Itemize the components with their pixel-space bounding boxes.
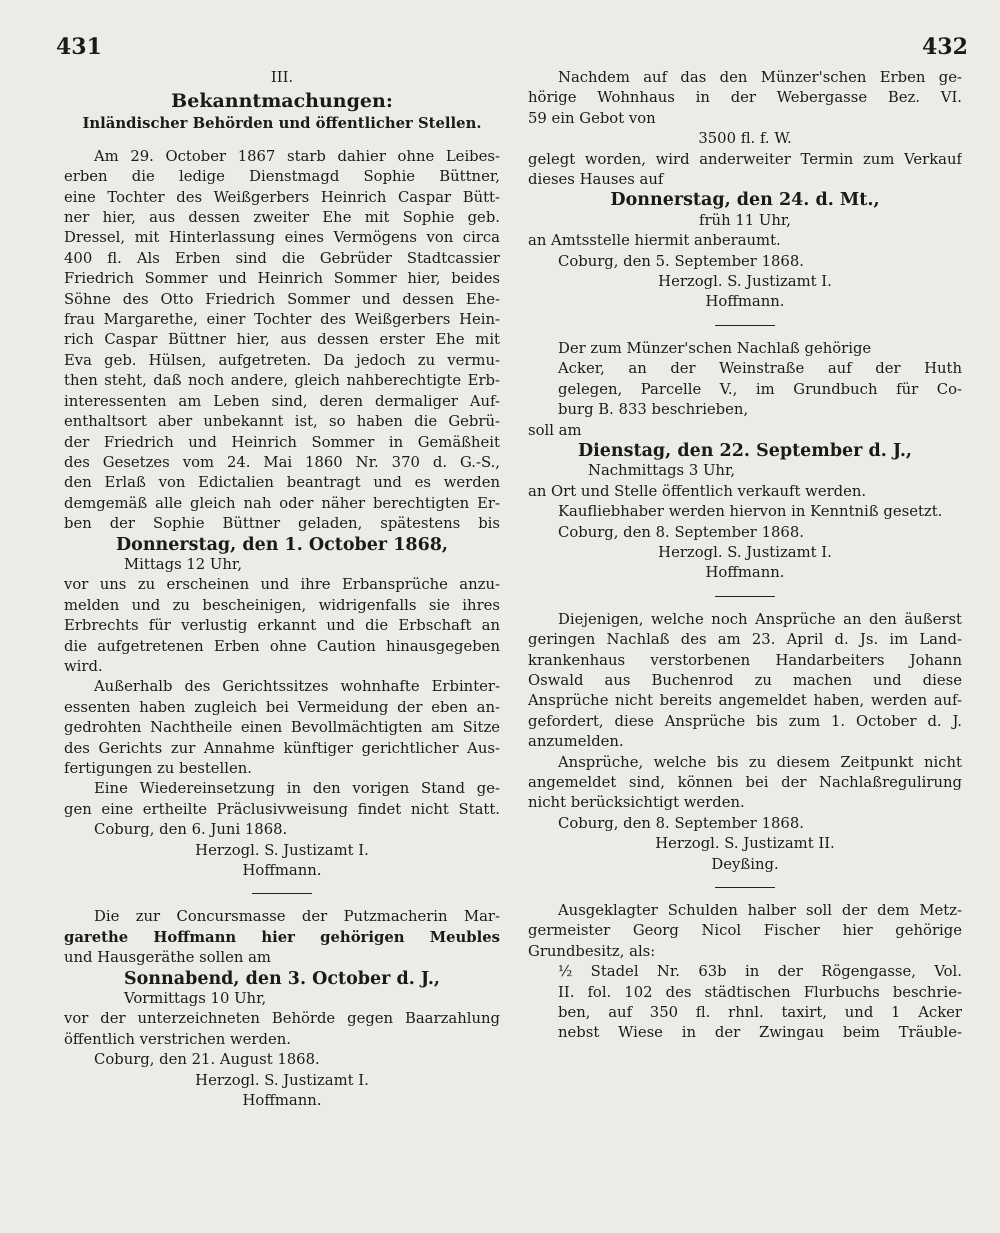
left-column [64, 68, 500, 1112]
text-line: Eva geb. Hülsen, aufgetreten. Da jedoch zu vermu- [64, 351, 500, 369]
text-line: fertigungen zu bestellen. [64, 760, 252, 777]
text-line: interessenten am Leben sind, deren dermaliger Auf- [64, 392, 500, 410]
text-line: Coburg, den 6. Juni 1868. [94, 821, 288, 839]
text-line: Coburg, den 5. September 1868. [558, 252, 804, 270]
text-line: Die zur Concursmasse der Putzmacherin Mar- [94, 908, 500, 926]
text-line: angemeldet sind, können bei der Nachlaßregulirung [528, 774, 962, 791]
text-line: garethe Hoffmann hier gehörigen Meubles [64, 928, 500, 946]
text-line: des Gesetzes vom 24. Mai 1860 Nr. 370 d. G.-S., [64, 453, 500, 471]
text-line: Oswald aus Buchenrod zu machen und diese [528, 671, 962, 689]
text-line: demgemäß alle gleich nah oder näher berechtigten Er- [64, 494, 500, 512]
text-line: früh 11 Uhr, [699, 211, 791, 229]
text-line: ben, auf 350 fl. rhnl. taxirt, und 1 Acker [558, 1004, 962, 1022]
text-line: Am 29. October 1867 starb dahier ohne Leibes- [94, 147, 500, 165]
text-line: melden und zu bescheinigen, widrigenfalls sie ihres [64, 596, 500, 614]
text-line: Sonnabend, den 3. October d. J., [123, 968, 441, 989]
text-line: 3500 fl. f. W. [698, 130, 792, 148]
text-line: Kaufliebhaber werden hiervon in Kenntniß gesetzt. [558, 503, 943, 521]
text-line: gefordert, diese Ansprüche bis zum 1. October d. J. [528, 712, 962, 730]
text-line: dieses Hauses auf [528, 171, 664, 189]
text-line: burg B. 833 beschrieben, [558, 401, 749, 419]
text-line: an Amtsstelle hiermit anberaumt. [528, 232, 781, 250]
text-line: Vormittags 10 Uhr, [124, 990, 267, 1008]
text-line: Grundbesitz, als: [528, 942, 656, 960]
text-line: gedrohten Nachtheile einen Bevollmächtigten am Sitze [64, 719, 500, 737]
text-line: der Friedrich und Heinrich Sommer in Gemäßheit [64, 433, 500, 451]
text-line: Herzogl. S. Justizamt I. [195, 1071, 369, 1089]
text-line: Bekanntmachungen: [171, 90, 393, 113]
spacer [64, 135, 500, 147]
text-line: Herzogl. S. Justizamt I. [658, 543, 832, 561]
text-line: Donnerstag, den 1. October 1868, [115, 534, 449, 555]
text-line: Coburg, den 8. September 1868. [558, 814, 804, 832]
text-line: Ansprüche, welche bis zu diesem Zeitpunkt nicht [558, 753, 962, 771]
text-line: frau Margarethe, einer Tochter des Weißgerbers Hein- [64, 311, 500, 329]
text-line: Der zum Münzer'schen Nachlaß gehörige [558, 339, 872, 357]
text-line: geringen Nachlaß des am 23. April d. Js. im Land- [528, 631, 962, 649]
text-line: Inländischer Behörden und öffentlicher Stellen. [82, 115, 482, 133]
text-line: krankenhaus verstorbenen Handarbeiters Johann [528, 651, 962, 669]
text-line: Herzogl. S. Justizamt II. [655, 835, 835, 853]
text-line: Ausgeklagter Schulden halber soll der dem Metz- [558, 902, 962, 920]
text-line: Ansprüche nicht bereits angemeldet haben, werden auf- [528, 692, 962, 710]
text-line: eine Tochter des Weißgerbers Heinrich Caspar Bütt- [64, 188, 500, 206]
separator-rule [715, 887, 775, 888]
text-line: nicht berücksichtigt werden. [528, 794, 745, 812]
text-line: Hoffmann. [242, 1092, 322, 1110]
text-line: Coburg, den 21. August 1868. [94, 1051, 320, 1069]
page-number-right: 432 [922, 34, 968, 60]
text-line: Acker, an der Weinstraße auf der Huth [558, 360, 962, 378]
text-line: then steht, daß noch andere, gleich nahberechtigte Erb- [64, 372, 500, 390]
text-line: gelegt worden, wird anderweiter Termin zum Verkauf [528, 150, 962, 168]
text-line: germeister Georg Nicol Fischer hier gehörige [528, 922, 962, 940]
text-line: vor der unterzeichneten Behörde gegen Baarzahlung [64, 1010, 500, 1028]
text-line: den Erlaß von Edictalien beantragt und es werden [64, 474, 500, 492]
text-line: des Gerichts zur Annahme künftiger gerichtlicher Aus- [64, 739, 500, 757]
text-line: Mittags 12 Uhr, [124, 555, 243, 573]
text-line: Donnerstag, den 24. d. Mt., [610, 190, 880, 211]
text-line: III. [270, 69, 294, 86]
text-line: enthaltsort aber unbekannt ist, so haben die Gebrü- [64, 413, 500, 431]
right-column [528, 68, 962, 1044]
text-line: Herzogl. S. Justizamt I. [195, 841, 369, 859]
text-line: vor uns zu erscheinen und ihre Erbansprüche anzu- [64, 576, 500, 594]
text-line: Diejenigen, welche noch Ansprüche an den äußerst [558, 610, 962, 628]
text-line: Nachmittags 3 Uhr, [588, 462, 736, 480]
text-line: erben die ledige Dienstmagd Sophie Büttner, [64, 168, 500, 186]
text-line: II. fol. 102 des städtischen Flurbuchs beschrie- [558, 983, 962, 1001]
text-line: Außerhalb des Gerichtssitzes wohnhafte Erbinter- [94, 678, 500, 696]
text-line: Hoffmann. [705, 564, 785, 582]
text-line: die aufgetretenen Erben ohne Caution hinausgegeben [64, 637, 500, 655]
text-line: gelegen, Parcelle V., im Grundbuch für Co- [558, 380, 962, 398]
text-line: Erbrechts für verlustig erkannt und die Erbschaft an [64, 617, 500, 635]
text-line: 400 fl. Als Erben sind die Gebrüder Stadtcassier [64, 249, 500, 267]
text-line: Dienstag, den 22. September d. J., [577, 440, 913, 461]
text-line: 59 ein Gebot von [528, 109, 656, 127]
text-line: ner hier, aus dessen zweiter Ehe mit Sophie geb. [64, 209, 500, 227]
text-line: Dressel, mit Hinterlassung eines Vermögens von circa [64, 229, 500, 247]
separator-rule [252, 893, 312, 894]
text-line: anzumelden. [528, 733, 624, 751]
text-line: Nachdem auf das den Münzer'schen Erben ge- [558, 69, 962, 86]
text-line: Friedrich Sommer und Heinrich Sommer hier, beides [64, 270, 500, 288]
text-line: öffentlich verstrichen werden. [64, 1030, 291, 1048]
text-line: rich Caspar Büttner hier, aus dessen erster Ehe mit [64, 331, 500, 349]
text-line: Coburg, den 8. September 1868. [558, 523, 804, 541]
text-line: Hoffmann. [705, 293, 785, 311]
text-line: soll am [528, 421, 582, 439]
text-line: nebst Wiese in der Zwingau beim Träuble- [558, 1024, 962, 1042]
text-line: Eine Wiedereinsetzung in den vorigen Stand ge- [94, 780, 500, 798]
separator-rule [715, 325, 775, 326]
text-line: an Ort und Stelle öffentlich verkauft werden. [528, 482, 867, 500]
text-line: Herzogl. S. Justizamt I. [658, 273, 832, 291]
separator-rule [715, 596, 775, 597]
text-line: Deyßing. [711, 855, 779, 873]
text-line: und Hausgeräthe sollen am [64, 949, 271, 967]
text-line: Söhne des Otto Friedrich Sommer und dessen Ehe- [64, 290, 500, 308]
text-line: ½ Stadel Nr. 63b in der Rögengasse, Vol. [558, 963, 962, 981]
text-line: wird. [64, 657, 103, 675]
text-line: hörige Wohnhaus in der Webergasse Bez. VI. [528, 89, 962, 107]
text-line: gen eine ertheilte Präclusivweisung findet nicht Statt. [64, 800, 500, 818]
text-line: ben der Sophie Büttner geladen, spätestens bis [64, 515, 500, 533]
page-number-left: 431 [56, 34, 102, 60]
text-line: essenten haben zugleich bei Vermeidung der eben an- [64, 698, 500, 716]
text-line: Hoffmann. [242, 862, 322, 880]
